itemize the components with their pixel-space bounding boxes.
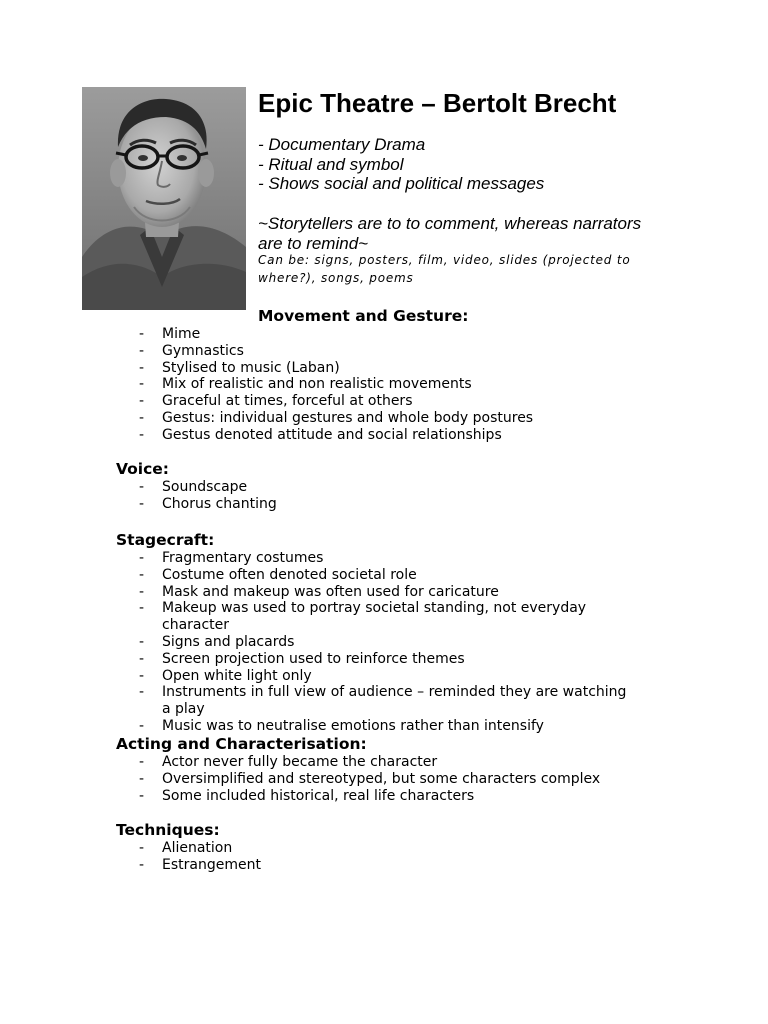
list-item: - Gymnastics	[116, 343, 656, 360]
genre-tag: - Shows social and political messages	[258, 174, 545, 193]
media-note: Can be: signs, posters, film, video, slides (projected to where?), songs, poems	[258, 253, 631, 285]
list-item: - Signs and placards	[116, 634, 656, 651]
section-heading: Voice:	[116, 460, 170, 478]
section-heading: Movement and Gesture:	[258, 307, 469, 325]
list-item: - Mask and makeup was often used for caricature	[116, 584, 656, 601]
bullet-list	[116, 840, 656, 874]
list-item: - Oversimplified and stereotyped, but some characters complex	[116, 771, 656, 788]
portrait-photo	[82, 87, 246, 310]
bullet-list	[116, 479, 656, 513]
list-item: - Mix of realistic and non realistic movements	[116, 376, 656, 393]
section-stagecraft	[116, 530, 656, 735]
section-voice	[116, 459, 656, 513]
genre-tag: - Ritual and symbol	[258, 154, 404, 174]
list-item: - Screen projection used to reinforce themes	[116, 651, 656, 668]
section-techniques	[116, 820, 656, 874]
list-item: - Makeup was used to portray societal standing, not everyday character	[116, 600, 656, 634]
list-item: - Estrangement	[116, 857, 656, 874]
list-item: - Stylised to music (Laban)	[116, 360, 656, 377]
list-item: - Gestus denoted attitude and social relationships	[116, 427, 656, 444]
list-item: - Gestus: individual gestures and whole body postures	[116, 410, 656, 427]
bullet-list	[116, 754, 656, 804]
section-heading: Acting and Characterisation:	[116, 735, 367, 753]
bullet-list	[116, 550, 656, 735]
list-item: - Costume often denoted societal role	[116, 567, 656, 584]
list-item: - Fragmentary costumes	[116, 550, 656, 567]
list-item: - Chorus chanting	[116, 496, 656, 513]
list-item: - Alienation	[116, 840, 656, 857]
portrait-illustration	[82, 87, 246, 310]
genre-tags-list	[258, 135, 544, 194]
list-item: - Music was to neutralise emotions rather than intensify	[116, 718, 656, 735]
genre-tag: - Documentary Drama	[258, 135, 426, 154]
list-item: - Some included historical, real life characters	[116, 788, 656, 805]
list-item: - Soundscape	[116, 479, 656, 496]
list-item: - Graceful at times, forceful at others	[116, 393, 656, 410]
page-title: Epic Theatre – Bertolt Brecht	[258, 88, 617, 118]
section-acting-characterisation	[116, 734, 656, 804]
list-item: - Open white light only	[116, 668, 656, 685]
section-heading: Stagecraft:	[116, 531, 215, 549]
storyteller-quote: ~Storytellers are to to comment, whereas narrators are to remind~	[258, 214, 642, 253]
list-item: - Instruments in full view of audience – reminded they are watching a play	[116, 684, 656, 718]
list-item: - Actor never fully became the character	[116, 754, 656, 771]
list-item: - Mime	[116, 326, 656, 343]
bullet-list	[116, 326, 656, 444]
section-heading: Techniques:	[116, 821, 220, 839]
section-movement-gesture	[116, 306, 656, 444]
